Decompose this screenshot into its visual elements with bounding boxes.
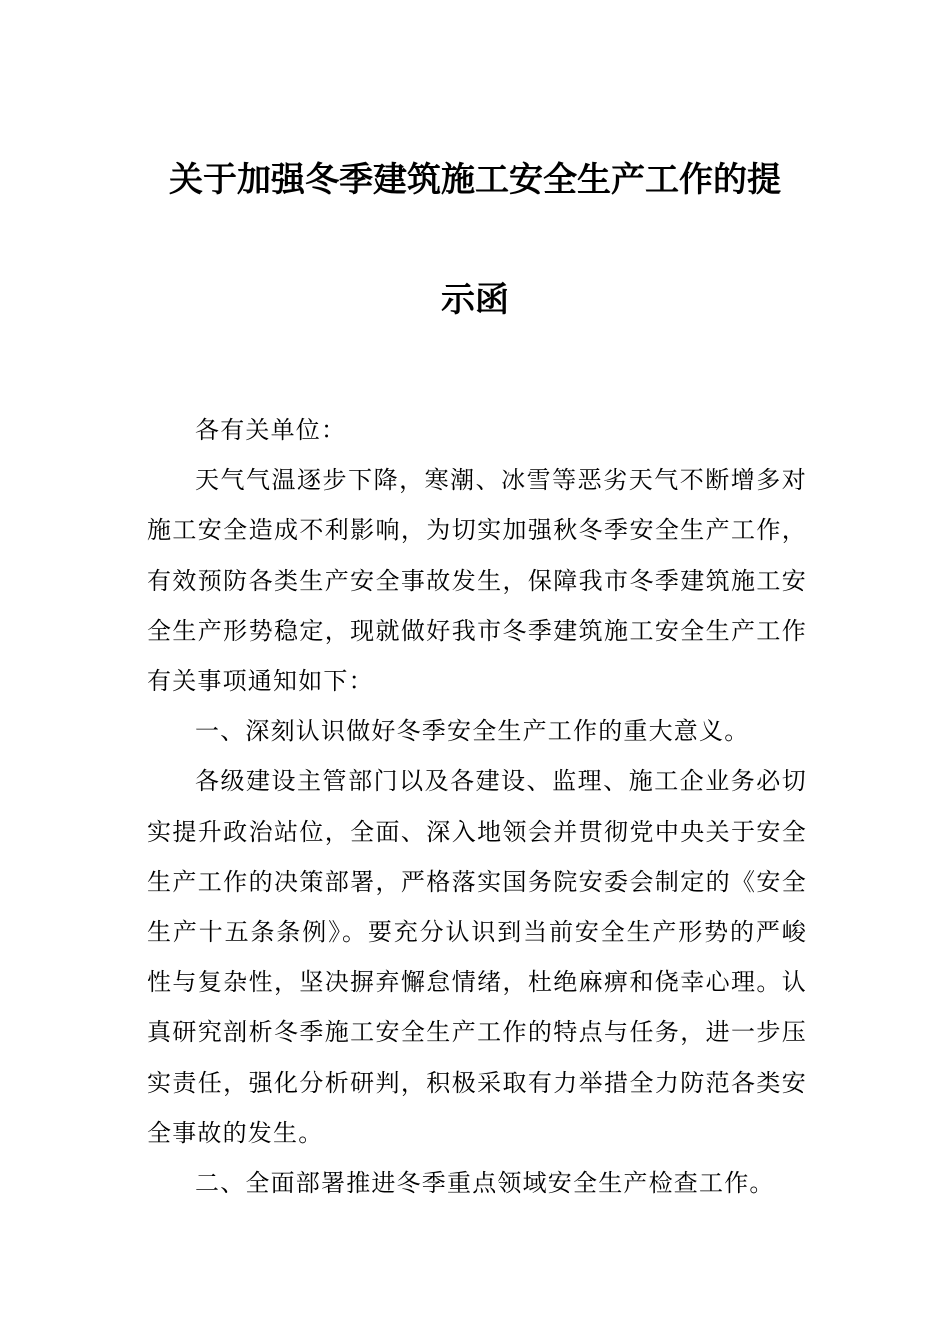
section-heading-2: 二、全面部署推进冬季重点领域安全生产检查工作。 xyxy=(195,1169,775,1198)
salutation: 各有关单位： xyxy=(195,416,347,444)
document-title-line1: 关于加强冬季建筑施工安全生产工作的提 xyxy=(169,160,781,200)
document-title-line2: 示函 xyxy=(441,280,509,320)
paragraph-section-1: 各级建设主管部门以及各建设、监理、施工企业务必切实提升政治站位，全面、深入地领会并贯彻党中央关于安全生产工作的决策部署，严格落实国务院安委会制定的《安全生产十五条条例》。要充分认识到当前安全生产形势的严峻性与复杂性，坚决摒弃懈怠情绪，杜绝麻痹和侥幸心理。认真研究剖析冬季施工安全生产工作的特点与任务，进一步压实责任，强化分析研判，积极采取有力举措全力防范各类安全事故的发生。 xyxy=(147,767,807,1147)
document-body xyxy=(147,405,807,1208)
paragraph-intro: 天气气温逐步下降，寒潮、冰雪等恶劣天气不断增多对施工安全造成不利影响，为切实加强秋冬季安全生产工作，有效预防各类生产安全事故发生，保障我市冬季建筑施工安全生产形势稳定，现就做好我市冬季建筑施工安全生产工作有关事项通知如下： xyxy=(147,466,807,696)
section-heading-1: 一、深刻认识做好冬季安全生产工作的重大意义。 xyxy=(195,717,750,746)
